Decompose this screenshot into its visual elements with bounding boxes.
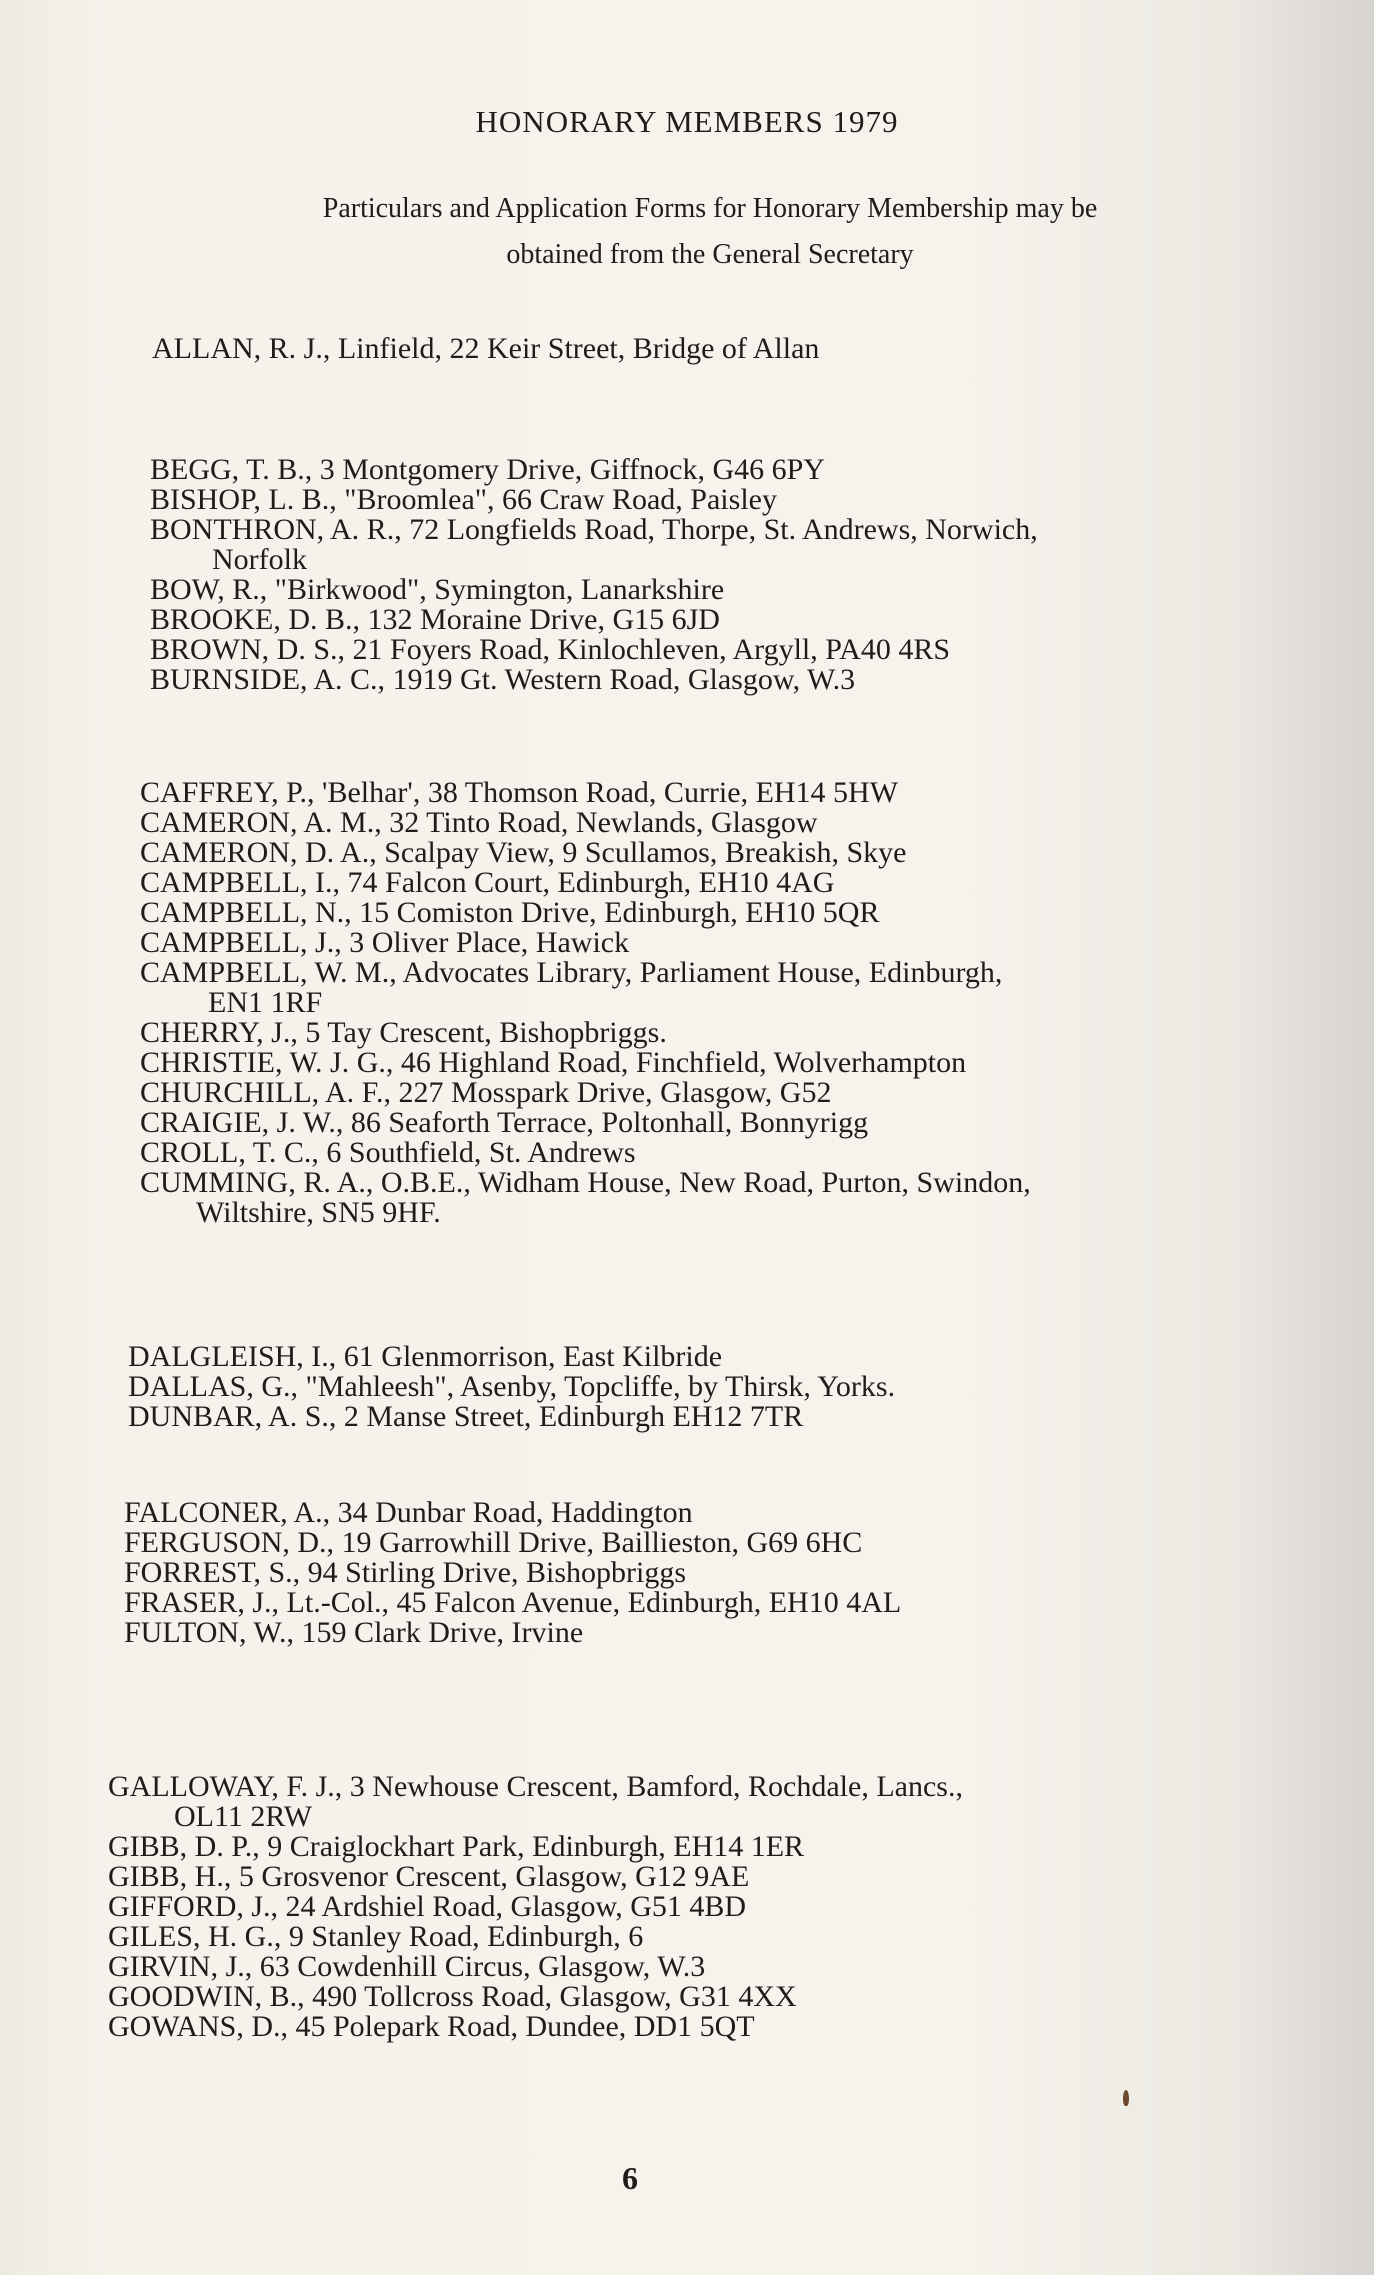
section-g (108, 1772, 1374, 2042)
member-entry: CHURCHILL, A. F., 227 Mosspark Drive, Glasgow, G52 (140, 1076, 832, 1109)
member-entry: BOW, R., "Birkwood", Symington, Lanarkshire (150, 573, 725, 606)
member-entry: CAMERON, A. M., 32 Tinto Road, Newlands, Glasgow (140, 806, 818, 839)
member-entry: FULTON, W., 159 Clark Drive, Irvine (124, 1616, 584, 1649)
member-entry-continuation: OL11 2RW (174, 1800, 313, 1833)
page-title: HONORARY MEMBERS 1979 (475, 104, 899, 139)
member-entry: CAFFREY, P., 'Belhar', 38 Thomson Road, Currie, EH14 5HW (140, 776, 899, 809)
page-number: 6 (622, 2160, 638, 2196)
member-entry: CROLL, T. C., 6 Southfield, St. Andrews (140, 1136, 636, 1169)
section-b (150, 455, 1374, 695)
member-entry: CAMERON, D. A., Scalpay View, 9 Scullamos, Breakish, Skye (140, 836, 907, 869)
member-entry: CHERRY, J., 5 Tay Crescent, Bishopbriggs. (140, 1016, 667, 1049)
member-entry: FERGUSON, D., 19 Garrowhill Drive, Baillieston, G69 6HC (124, 1526, 863, 1559)
member-entry: CAMPBELL, N., 15 Comiston Drive, Edinburgh, EH10 5QR (140, 896, 880, 929)
member-entry-continuation: EN1 1RF (208, 986, 323, 1019)
member-entry: ALLAN, R. J., Linfield, 22 Keir Street, Bridge of Allan (152, 332, 820, 365)
member-entry: GOODWIN, B., 490 Tollcross Road, Glasgow, G31 4XX (108, 1980, 797, 2013)
member-entry: CAMPBELL, I., 74 Falcon Court, Edinburgh, EH10 4AG (140, 866, 835, 899)
member-entry-continuation: Wiltshire, SN5 9HF. (196, 1196, 441, 1229)
member-entry: BISHOP, L. B., "Broomlea", 66 Craw Road, Paisley (150, 483, 777, 516)
member-entry: BEGG, T. B., 3 Montgomery Drive, Giffnock, G46 6PY (150, 453, 825, 486)
member-entry: CAMPBELL, W. M., Advocates Library, Parliament House, Edinburgh, (140, 956, 1003, 989)
member-entry: FORREST, S., 94 Stirling Drive, Bishopbriggs (124, 1556, 687, 1589)
member-entry: CRAIGIE, J. W., 86 Seaforth Terrace, Poltonhall, Bonnyrigg (140, 1106, 869, 1139)
member-entry: GOWANS, D., 45 Polepark Road, Dundee, DD1 5QT (108, 2010, 755, 2043)
member-entry: GIBB, D. P., 9 Craiglockhart Park, Edinburgh, EH14 1ER (108, 1830, 805, 1863)
member-entry: DALGLEISH, I., 61 Glenmorrison, East Kilbride (128, 1340, 723, 1373)
member-entry: FALCONER, A., 34 Dunbar Road, Haddington (124, 1496, 693, 1529)
member-entry: BONTHRON, A. R., 72 Longfields Road, Thorpe, St. Andrews, Norwich, (150, 513, 1038, 546)
member-entry: BROOKE, D. B., 132 Moraine Drive, G15 6JD (150, 603, 720, 636)
member-entry: FRASER, J., Lt.-Col., 45 Falcon Avenue, Edinburgh, EH10 4AL (124, 1586, 902, 1619)
member-entry: DALLAS, G., "Mahleesh", Asenby, Topcliffe, by Thirsk, Yorks. (128, 1370, 896, 1403)
ink-speck (1123, 2090, 1129, 2106)
section-f (124, 1498, 1374, 1648)
member-entry: BURNSIDE, A. C., 1919 Gt. Western Road, Glasgow, W.3 (150, 663, 856, 696)
section-a (152, 334, 1374, 364)
section-c (140, 778, 1374, 1228)
intro-line-2: obtained from the General Secretary (506, 239, 914, 270)
member-entry: GIBB, H., 5 Grosvenor Crescent, Glasgow, G12 9AE (108, 1860, 750, 1893)
member-entry: BROWN, D. S., 21 Foyers Road, Kinlochleven, Argyll, PA40 4RS (150, 633, 951, 666)
intro-paragraph (150, 186, 1270, 278)
intro-line-1: Particulars and Application Forms for Honorary Membership may be (322, 193, 1098, 224)
member-entry: GIFFORD, J., 24 Ardshiel Road, Glasgow, G51 4BD (108, 1890, 747, 1923)
member-entry-continuation: Norfolk (212, 543, 307, 576)
member-entry: CUMMING, R. A., O.B.E., Widham House, New Road, Purton, Swindon, (140, 1166, 1031, 1199)
member-entry: CHRISTIE, W. J. G., 46 Highland Road, Finchfield, Wolverhampton (140, 1046, 967, 1079)
section-d (128, 1342, 1374, 1432)
member-entry: GALLOWAY, F. J., 3 Newhouse Crescent, Bamford, Rochdale, Lancs., (108, 1770, 963, 1803)
member-entry: DUNBAR, A. S., 2 Manse Street, Edinburgh EH12 7TR (128, 1400, 804, 1433)
member-entry: GILES, H. G., 9 Stanley Road, Edinburgh, 6 (108, 1920, 644, 1953)
member-entry: CAMPBELL, J., 3 Oliver Place, Hawick (140, 926, 630, 959)
member-entry: GIRVIN, J., 63 Cowdenhill Circus, Glasgow, W.3 (108, 1950, 706, 1983)
